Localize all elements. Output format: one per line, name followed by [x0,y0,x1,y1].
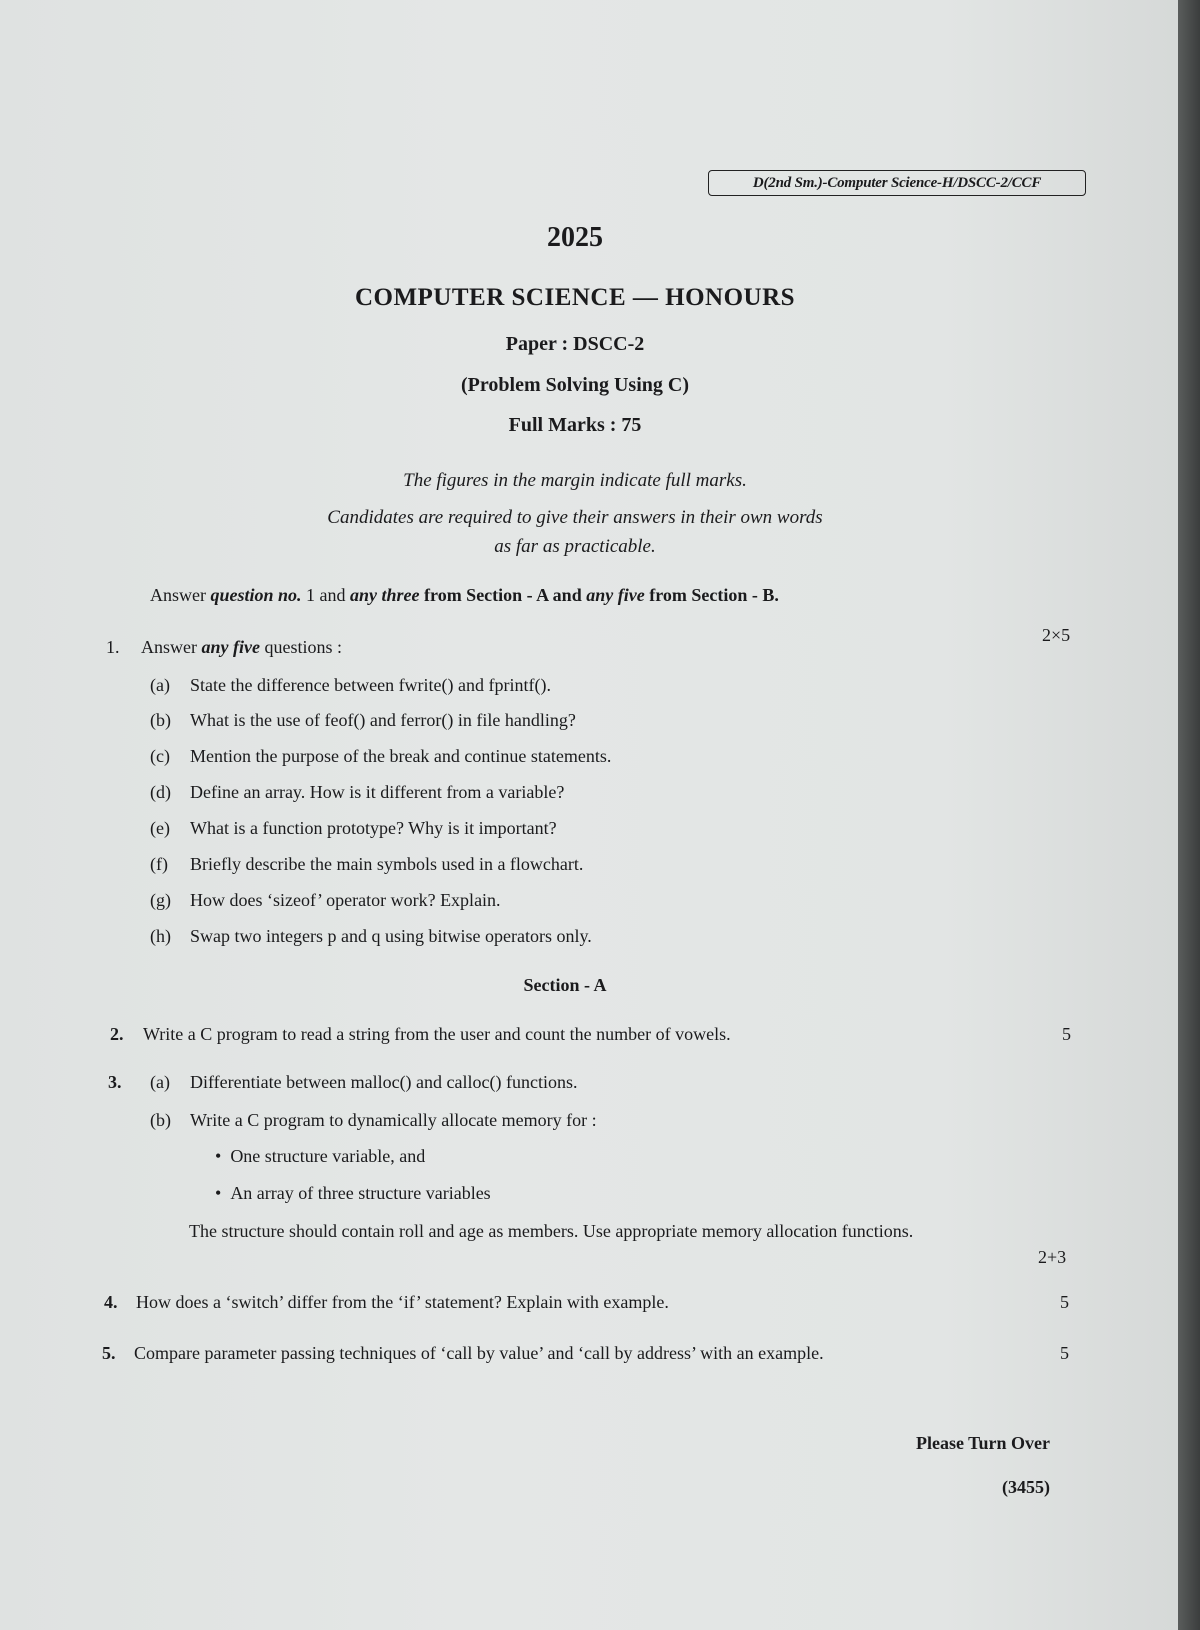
question-1-marks: 2×5 [1042,625,1071,645]
sub-text: How does ‘sizeof’ operator work? Explain. [190,890,501,910]
sub-label: (g) [150,890,171,910]
sub-question [150,854,583,875]
question-3-marks: 2+3 [1038,1247,1067,1267]
instruction-text: 1 and [301,585,351,605]
bullet-item [215,1183,491,1204]
sub-text: What is the use of feof() and ferror() in file handling? [190,710,576,730]
sub-label: (b) [150,1110,171,1130]
question-number: 5. [102,1343,116,1363]
question-5-marks: 5 [1060,1343,1069,1363]
instruction-line [150,585,779,606]
question-text: questions : [259,637,342,657]
sub-question [150,1072,578,1093]
sub-label: (a) [150,1072,170,1092]
instruction-text: from Section - A and [419,585,587,605]
sub-question [150,818,557,839]
sub-text: State the difference between fwrite() and fprintf(). [190,675,551,695]
sub-label: (b) [150,710,171,730]
question-2-marks: 5 [1062,1024,1071,1044]
question-emphasis: any five [201,637,260,657]
subject-title: COMPUTER SCIENCE — HONOURS [354,284,796,311]
paper-code: Paper : DSCC-2 [505,333,645,355]
sub-text: Write a C program to dynamically allocate memory for : [190,1110,597,1130]
instruction-emphasis: any five [586,585,645,605]
bullet-text: One structure variable, and [230,1146,426,1166]
question-number: 3. [108,1072,122,1092]
bullet-text: An array of three structure variables [230,1183,491,1203]
sub-label: (d) [150,782,171,802]
margin-note: The figures in the margin indicate full marks. [403,470,747,491]
words-note-line-2: as far as practicable. [494,536,656,557]
please-turn-over: Please Turn Over [916,1433,1050,1453]
bullet-item [215,1146,425,1167]
sub-question [150,710,576,731]
footer-code: (3455) [1002,1477,1050,1497]
words-note [0,503,1150,561]
sub-question [150,1110,597,1131]
question-number: 1. [106,637,120,657]
question-text: Answer [141,637,202,657]
sub-text: Differentiate between malloc() and calloc() functions. [190,1072,578,1092]
sub-label: (c) [150,746,170,766]
sub-question [150,746,611,767]
question-2-text: Write a C program to read a string from the user and count the number of vowels. [143,1024,731,1044]
sub-label: (e) [150,818,170,838]
section-a-heading: Section - A [523,975,607,995]
words-note-line-1: Candidates are required to give their answers in their own words [327,507,823,528]
question-number: 4. [104,1292,118,1312]
full-marks: Full Marks : 75 [508,414,642,436]
bullet-icon: • [215,1183,231,1203]
sub-text: Swap two integers p and q using bitwise operators only. [190,926,592,946]
instruction-emphasis: question no. [210,585,302,605]
question-4-marks: 5 [1060,1292,1069,1312]
sub-label: (h) [150,926,171,946]
question-number: 2. [110,1024,124,1044]
sub-question [150,926,592,947]
sub-question [150,782,564,803]
question-1-text [141,637,342,658]
exam-year: 2025 [547,222,603,253]
sub-text: Define an array. How is it different from a variable? [190,782,565,802]
sub-text: Mention the purpose of the break and continue statements. [190,746,612,766]
instruction-text: from Section - B. [644,585,779,605]
sub-label: (f) [150,854,168,874]
question-4-text: How does a ‘switch’ differ from the ‘if’ statement? Explain with example. [136,1292,669,1312]
sub-text: Briefly describe the main symbols used in a flowchart. [190,854,584,874]
scan-background-edge [1178,0,1200,1630]
sub-question [150,675,551,696]
sub-text: What is a function prototype? Why is it important? [190,818,557,838]
question-3-paragraph: The structure should contain roll and age as members. Use appropriate memory allocation functions. [189,1221,914,1241]
bullet-icon: • [215,1146,231,1166]
instruction-text: Answer [150,585,211,605]
paper-title: (Problem Solving Using C) [461,374,689,396]
sub-label: (a) [150,675,170,695]
paper-code-box: D(2nd Sm.)-Computer Science-H/DSCC-2/CCF [708,170,1086,196]
instruction-emphasis: any three [350,585,420,605]
sub-question [150,890,501,911]
question-5-text: Compare parameter passing techniques of ‘call by value’ and ‘call by address’ with an example. [134,1343,824,1363]
